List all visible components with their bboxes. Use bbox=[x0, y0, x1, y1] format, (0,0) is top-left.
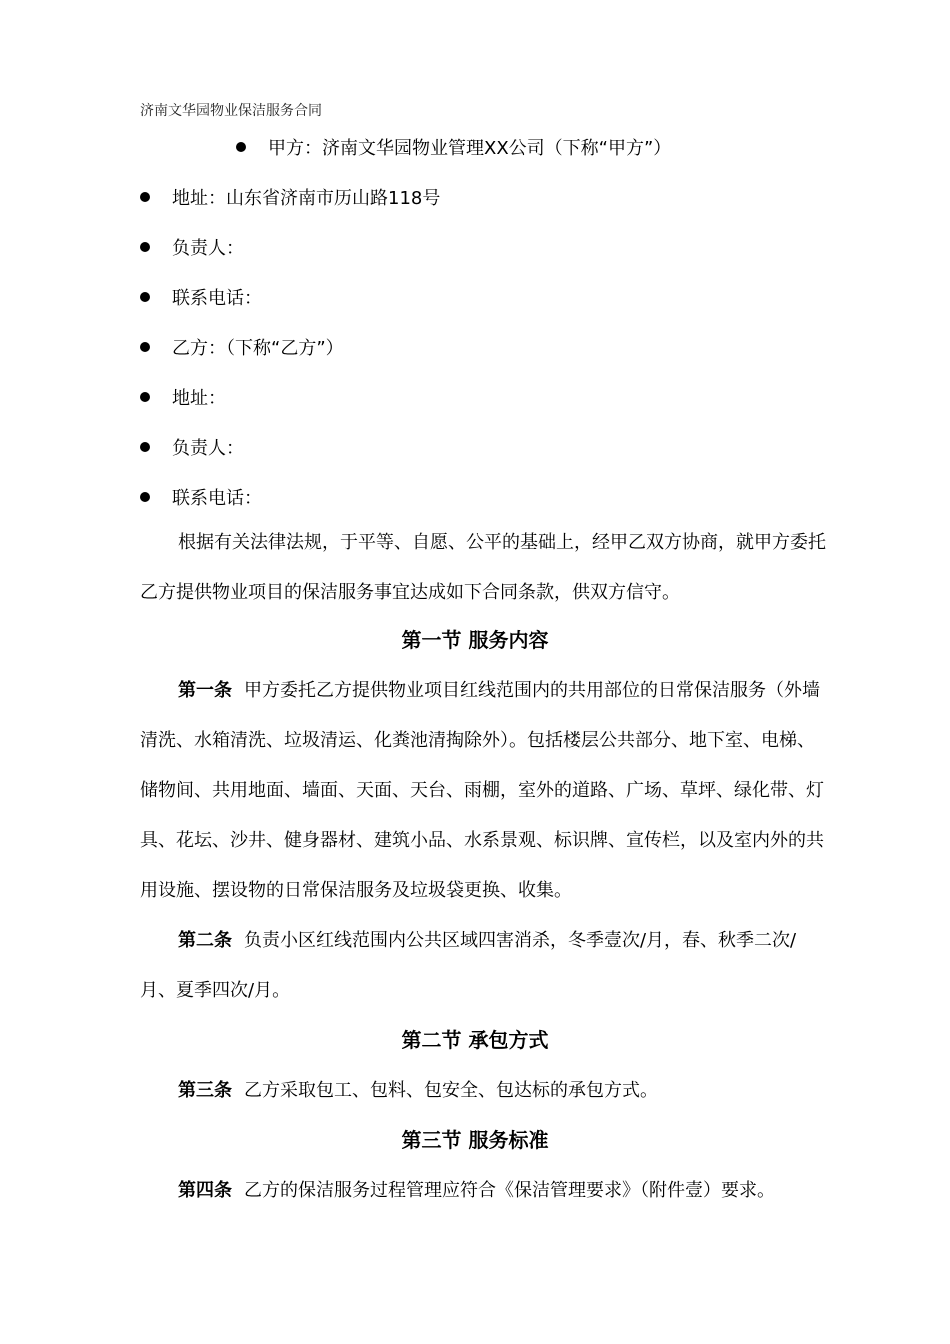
bullet-icon bbox=[140, 392, 150, 402]
intro-paragraph: 根据有关法律法规，于平等、自愿、公平的基础上，经甲乙双方协商，就甲方委托乙方提供物业项目的保洁服务事宜达成如下合同条款，供双方信守。 bbox=[140, 532, 826, 603]
bullet-icon bbox=[140, 292, 150, 302]
party-a-phone: 联系电话： bbox=[172, 288, 262, 309]
article-4 bbox=[140, 1166, 830, 1216]
article-3-label: 第三条 bbox=[178, 1080, 232, 1101]
party-b-line bbox=[140, 333, 344, 361]
party-b-address: 地址： bbox=[172, 388, 226, 409]
section-2-title: 第二节 承包方式 bbox=[401, 1028, 549, 1052]
party-a-address: 地址：山东省济南市历山路118号 bbox=[172, 188, 441, 209]
party-b-manager: 负责人： bbox=[172, 438, 244, 459]
document-header-title: 济南文华园物业保洁服务合同 bbox=[140, 103, 322, 119]
section-1-title: 第一节 服务内容 bbox=[401, 628, 549, 652]
party-a-phone-line bbox=[140, 283, 262, 311]
article-1-label: 第一条 bbox=[178, 680, 232, 701]
party-a-line bbox=[236, 133, 671, 161]
article-2 bbox=[140, 916, 830, 1016]
party-b-phone: 联系电话： bbox=[172, 488, 262, 509]
bullet-icon bbox=[140, 192, 150, 202]
article-3 bbox=[140, 1066, 830, 1116]
section-3-title: 第三节 服务标准 bbox=[401, 1128, 549, 1152]
bullet-icon bbox=[140, 242, 150, 252]
party-b-manager-line bbox=[140, 433, 244, 461]
party-b-address-line bbox=[140, 383, 226, 411]
article-2-label: 第二条 bbox=[178, 930, 232, 951]
party-a-address-line bbox=[140, 183, 440, 211]
bullet-icon bbox=[140, 492, 150, 502]
party-b-phone-line bbox=[140, 483, 262, 511]
bullet-icon bbox=[236, 142, 246, 152]
article-4-label: 第四条 bbox=[178, 1180, 232, 1201]
article-1-text: 甲方委托乙方提供物业项目红线范围内的共用部位的日常保洁服务（外墙清洗、水箱清洗、垃圾清运、化粪池清掏除外）。包括楼层公共部分、地下室、电梯、储物间、共用地面、墙面、天面、天台、雨棚，室外的道路、广场、草坪、绿化带、灯具、花坛、沙井、健身器材、建筑小品、水系景观、标识牌、宣传栏，以及室内外的共用设施、摆设物的日常保洁服务及垃圾袋更换、收集。 bbox=[140, 680, 824, 901]
article-3-text: 乙方采取包工、包料、包安全、包达标的承包方式。 bbox=[244, 1080, 658, 1101]
article-2-text: 负责小区红线范围内公共区域四害消杀，冬季壹次/月，春、秋季二次/月、夏季四次/月。 bbox=[140, 930, 797, 1001]
article-1 bbox=[140, 666, 830, 916]
party-b-text: 乙方：（下称“乙方”） bbox=[172, 338, 344, 359]
party-a-text: 甲方：济南文华园物业管理XX公司（下称“甲方”） bbox=[268, 138, 672, 159]
bullet-icon bbox=[140, 342, 150, 352]
party-a-manager-line bbox=[140, 233, 244, 261]
article-4-text: 乙方的保洁服务过程管理应符合《保洁管理要求》（附件壹）要求。 bbox=[244, 1180, 775, 1201]
party-a-manager: 负责人： bbox=[172, 238, 244, 259]
bullet-icon bbox=[140, 442, 150, 452]
